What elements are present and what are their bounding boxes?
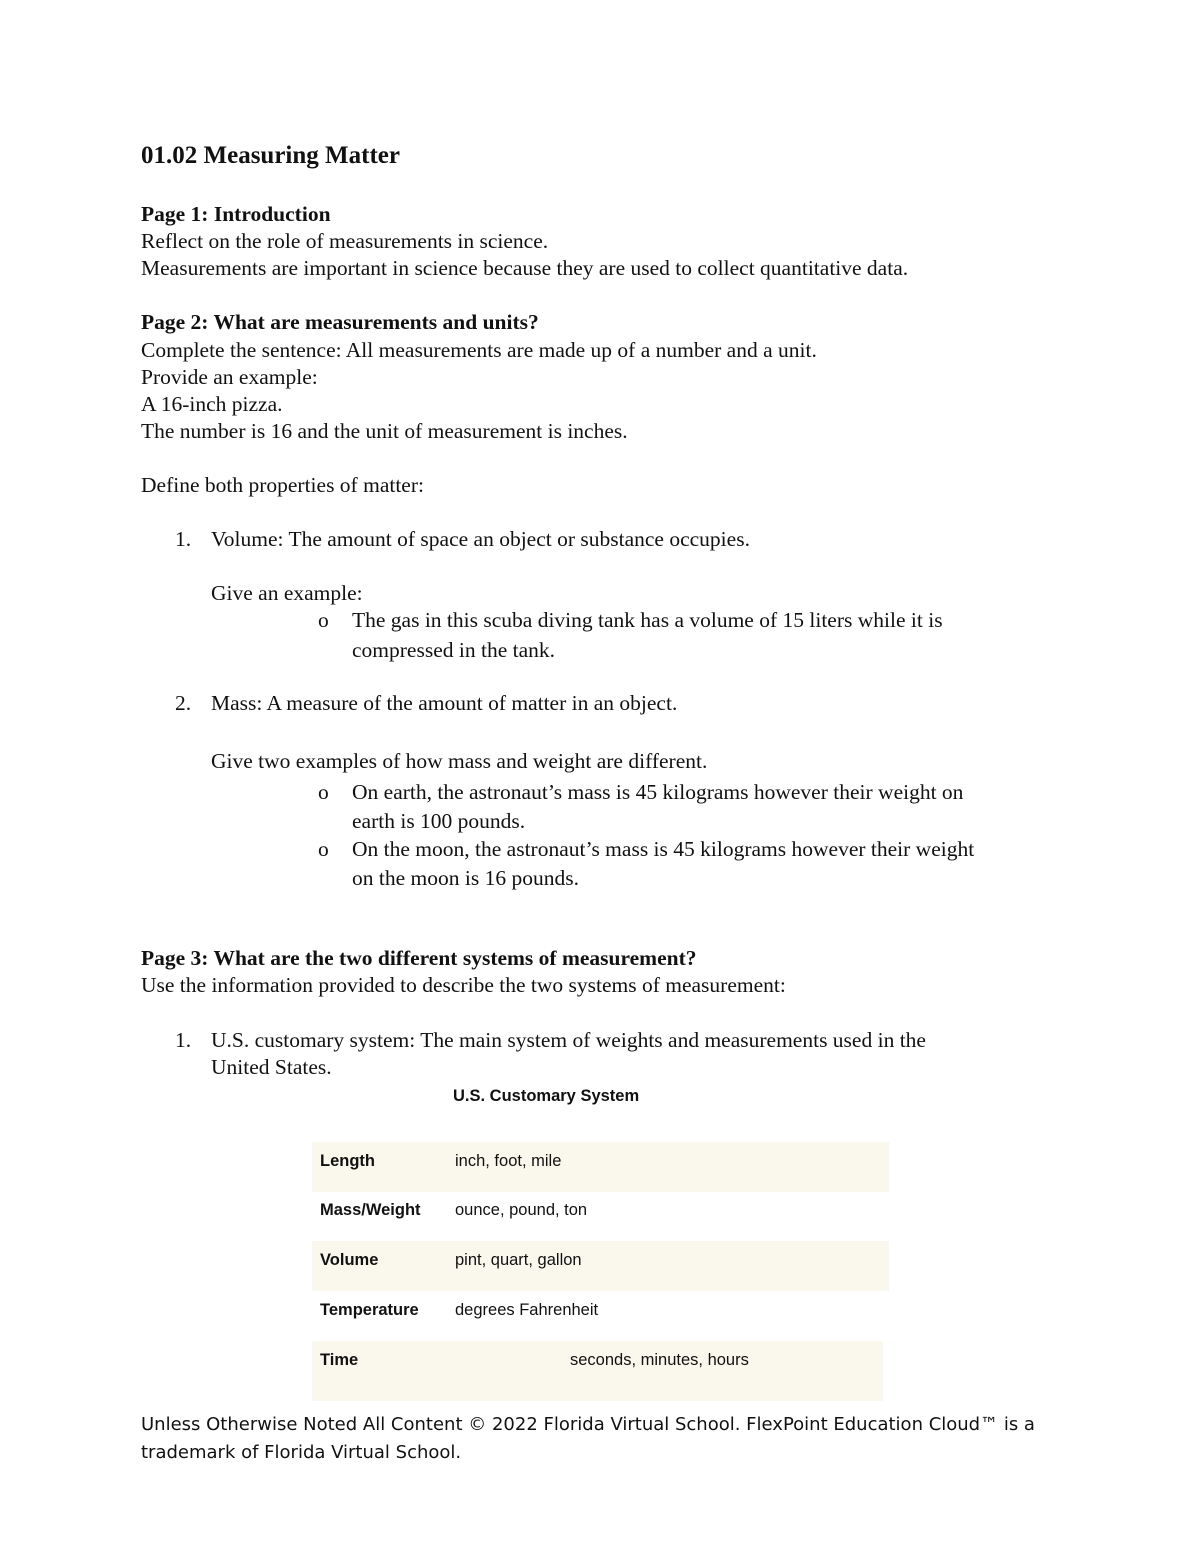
row-value: ounce, pound, ton (455, 1201, 588, 1219)
page2-line3: A 16-inch pizza. (141, 392, 283, 416)
volume-example-line2: compressed in the tank. (352, 638, 556, 662)
table-title: U.S. Customary System (453, 1087, 640, 1105)
us-customary-line1: U.S. customary system: The main system of weights and measurements used in the (211, 1028, 926, 1052)
page2-line2: Provide an example: (141, 365, 318, 389)
volume-definition: Volume: The amount of space an object or substance occupies. (211, 527, 750, 551)
page3-prompt: Use the information provided to describe the two systems of measurement: (141, 973, 786, 997)
volume-example-line1: The gas in this scuba diving tank has a volume of 15 liters while it is (352, 608, 943, 632)
list-number: 1. (175, 527, 192, 551)
row-value: inch, foot, mile (455, 1152, 562, 1170)
row-label: Time (320, 1351, 359, 1369)
mass-example1-line2: earth is 100 pounds. (352, 809, 526, 833)
mass-subprompt: Give two examples of how mass and weight are different. (211, 749, 708, 773)
document-title: 01.02 Measuring Matter (141, 142, 400, 169)
page2-line4: The number is 16 and the unit of measurement is inches. (141, 419, 628, 443)
row-value: seconds, minutes, hours (570, 1351, 749, 1369)
page2-line1: Complete the sentence: All measurements are made up of a number and a unit. (141, 338, 817, 362)
bullet-marker: o (318, 780, 329, 804)
page1-heading: Page 1: Introduction (141, 202, 331, 226)
page2-heading: Page 2: What are measurements and units? (141, 310, 539, 334)
define-prompt: Define both properties of matter: (141, 473, 424, 497)
list-number: 1. (175, 1028, 192, 1052)
footer-copyright-line2: trademark of Florida Virtual School. (141, 1442, 462, 1463)
row-value: degrees Fahrenheit (455, 1301, 599, 1319)
us-customary-line2: United States. (211, 1055, 332, 1079)
bullet-marker: o (318, 608, 329, 632)
mass-example2-line1: On the moon, the astronaut’s mass is 45 kilograms however their weight (352, 837, 975, 861)
table-row (312, 1142, 889, 1192)
row-value: pint, quart, gallon (455, 1251, 582, 1269)
page3-heading: Page 3: What are the two different systems of measurement? (141, 946, 697, 970)
volume-subprompt: Give an example: (211, 581, 363, 605)
page1-answer: Measurements are important in science because they are used to collect quantitative data. (141, 256, 909, 280)
row-label: Temperature (320, 1301, 419, 1319)
row-label: Mass/Weight (320, 1201, 421, 1219)
table-row (312, 1191, 889, 1241)
row-label: Length (320, 1152, 375, 1170)
mass-example1-line1: On earth, the astronaut’s mass is 45 kilograms however their weight on (352, 780, 964, 804)
row-label: Volume (320, 1251, 379, 1269)
bullet-marker: o (318, 837, 329, 861)
table-row (312, 1291, 889, 1341)
table-row (312, 1341, 883, 1401)
table-row (312, 1241, 889, 1291)
list-number: 2. (175, 691, 192, 715)
page1-prompt: Reflect on the role of measurements in science. (141, 229, 549, 253)
footer-copyright-line1: Unless Otherwise Noted All Content © 2022 Florida Virtual School. FlexPoint Education Cloud™ is a (141, 1414, 1035, 1435)
mass-definition: Mass: A measure of the amount of matter in an object. (211, 691, 678, 715)
mass-example2-line2: on the moon is 16 pounds. (352, 866, 579, 890)
